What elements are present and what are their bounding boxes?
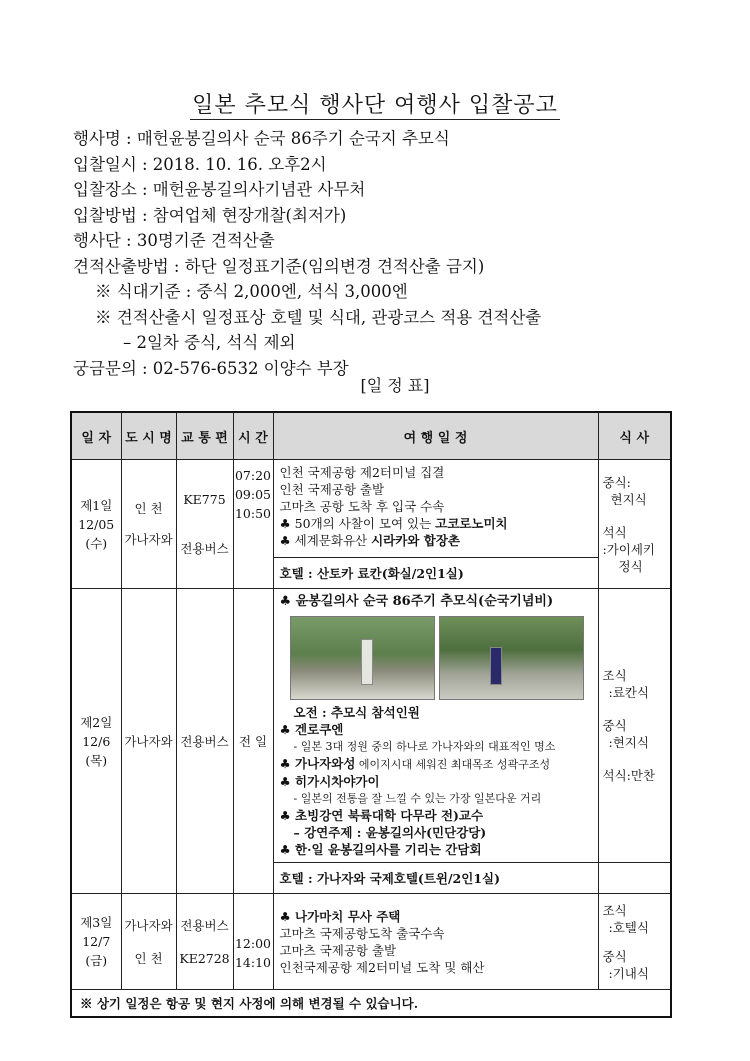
day3-city-cell (121, 894, 176, 990)
itinerary-item: 오전 : 추모식 참석인원 (293, 705, 420, 720)
day1-day-cell (71, 460, 121, 589)
table-row (71, 589, 671, 863)
meal-label: 석식 (602, 525, 627, 540)
meal-label: 조식 (602, 902, 627, 918)
meal-label: 중식 (602, 948, 627, 964)
table-header-row (71, 412, 671, 460)
day3-transport-cell (176, 894, 233, 990)
itinerary-item: 인천국제공항 제2터미널 도착 및 해산 (279, 960, 485, 975)
memorial-photo-2 (439, 616, 584, 700)
day3-city1: 가나자와 (124, 917, 173, 933)
memorial-photo-1 (290, 616, 435, 700)
meal-value: 정식 (618, 559, 643, 574)
itinerary-item: 고마츠 공항 도착 후 입국 수속 (279, 499, 445, 514)
table-row (71, 990, 671, 1018)
meal-value: :호텔식 (608, 919, 649, 935)
itinerary-desc: - 일본의 전통을 잘 느낄 수 있는 가장 일본다운 거리 (293, 792, 542, 805)
item-text: ♣ 세계문화유산 (279, 533, 372, 548)
day1-itinerary (273, 460, 598, 558)
itinerary-desc: - 일본 3대 정원 중의 하나로 가나자와의 대표적인 명소 (293, 740, 556, 753)
day1-time: 07:20 (234, 468, 272, 483)
exclude-note: – 2일차 중식, 석식 제외 (123, 333, 296, 352)
itinerary-item: ♣ 히가시차야가이 (279, 774, 380, 789)
memorial-photos (290, 616, 584, 700)
itinerary-headline: ♣ 윤봉길의사 순국 86주기 추모식(순국기념비) (279, 594, 554, 609)
day1-time: 10:50 (234, 506, 272, 521)
day3-transport1: 전용버스 (180, 917, 229, 933)
meal-label: 중식 (602, 718, 627, 733)
day1-transport-cell (176, 460, 233, 589)
meal-value: :기내식 (608, 965, 649, 981)
itinerary-item: 인천 국제공항 출발 (279, 482, 385, 497)
header-time: 시 간 (233, 412, 273, 460)
day1-city1: 인 천 (134, 501, 163, 516)
day3-itinerary (273, 894, 598, 990)
group-size: 행사단 : 30명기준 견적산출 (73, 231, 275, 250)
day2-date: 12/6 (82, 733, 111, 749)
monument-shape (490, 647, 502, 685)
day3-weekday: (금) (85, 953, 108, 968)
day3-label: 제3일 (80, 915, 113, 930)
day1-hotel: 호텔 : 산토카 료칸(화실/2인1실) (273, 558, 598, 589)
day3-meal-cell (598, 894, 671, 990)
day2-meal-empty (598, 863, 671, 894)
day1-date: 12/05 (78, 516, 115, 532)
day1-weekday: (수) (85, 535, 108, 551)
day3-time: 12:00 (234, 936, 272, 951)
page-title: 일본 추모식 행사단 여행사 입찰공고 (192, 93, 558, 118)
day3-time-cell (233, 894, 273, 990)
meal-standard-note: ※ 식대기준 : 중식 2,000엔, 석식 3,000엔 (95, 282, 408, 301)
day2-itinerary (273, 589, 598, 863)
day2-meal-cell (598, 589, 671, 863)
itinerary-item (280, 515, 592, 532)
day2-weekday: (목) (85, 752, 108, 768)
item-highlight: ♣ 가나자와성 (279, 756, 356, 771)
schedule-table (70, 411, 672, 1018)
meal-label: 조식 (602, 668, 627, 683)
itinerary-item: ♣ 겐로쿠엔 (279, 722, 344, 737)
event-name: 행사명 : 매헌윤봉길의사 순국 86주기 순국지 추모식 (73, 129, 450, 148)
monument-shape (361, 639, 373, 685)
itinerary-item (280, 755, 592, 773)
day2-day-cell (71, 589, 121, 894)
bid-place: 입찰장소 : 매헌윤봉길의사기념관 사무처 (73, 180, 366, 199)
table-row (71, 894, 671, 990)
schedule-label: [일 정 표] (360, 376, 430, 395)
meal-value: :현지식 (608, 735, 649, 750)
itinerary-item: ♣ 나가마치 무사 주택 (279, 909, 401, 924)
estimate-method: 견적산출방법 : 하단 일정표기준(임의변경 견적산출 금지) (73, 256, 485, 276)
meal-value: :가이세키 (602, 542, 656, 557)
day1-city-cell (121, 460, 176, 589)
header-city: 도 시 명 (121, 412, 176, 460)
day1-transport1: KE775 (183, 492, 226, 507)
day1-time-cell (233, 460, 273, 589)
header-day: 일 자 (71, 412, 121, 460)
day1-city2: 가나자와 (124, 532, 173, 547)
itinerary-item: 고마츠 국제공항도착 출국수속 (279, 926, 445, 941)
day2-hotel: 호텔 : 가나자와 국제호텔(트윈/2인1실) (273, 863, 598, 894)
meal-value: :료칸식 (608, 685, 649, 700)
header-transport: 교 통 편 (176, 412, 233, 460)
meal-value: 석식:만찬 (602, 768, 656, 783)
day3-transport2: KE2728 (179, 950, 230, 966)
itinerary-item (280, 532, 592, 549)
itinerary-item: 인천 국제공항 제2터미널 집결 (279, 465, 445, 480)
contact: 궁금문의 : 02-576-6532 이양수 부장 (73, 358, 349, 378)
header-itinerary: 여 행 일 정 (273, 412, 598, 460)
bid-method: 입찰방법 : 참여업체 현장개찰(최저가) (73, 205, 347, 225)
calc-note: ※ 견적산출시 일정표상 호텔 및 식대, 관광코스 적용 견적산출 (95, 307, 542, 327)
footnote: ※ 상기 일정은 항공 및 현지 사정에 의해 변경될 수 있습니다. (71, 990, 671, 1018)
itinerary-item: – 강연주제 : 윤봉길의사(민단강당) (293, 825, 487, 840)
day1-time: 09:05 (234, 487, 272, 502)
notice-info (73, 126, 541, 381)
day2-label: 제2일 (80, 714, 113, 730)
bid-date: 입찰일시 : 2018. 10. 16. 오후2시 (73, 154, 327, 174)
header-meal: 식 사 (598, 412, 671, 460)
meal-value: 현지식 (610, 492, 647, 507)
day3-city2: 인 천 (134, 950, 163, 966)
day2-city-cell: 가나자와 (121, 589, 176, 894)
day1-meal-cell (598, 460, 671, 589)
day3-date: 12/7 (82, 934, 111, 949)
day3-day-cell (71, 894, 121, 990)
itinerary-item: ♣ 초빙강연 북륙대학 다무라 전)교수 (279, 808, 484, 823)
item-text: ♣ 50개의 사찰이 모여 있는 (279, 516, 436, 531)
day1-transport2: 전용버스 (180, 541, 229, 556)
item-highlight: 시라카와 합장촌 (371, 533, 460, 548)
day1-label: 제1일 (80, 497, 113, 513)
itinerary-item: 고마츠 국제공항 출발 (279, 943, 397, 958)
day3-time: 14:10 (234, 955, 272, 970)
itinerary-item: ♣ 한·일 윤봉길의사를 기리는 간담회 (279, 842, 482, 857)
day2-time-cell: 전 일 (233, 589, 273, 894)
table-row (71, 460, 671, 558)
item-highlight: 고코로노미치 (435, 516, 508, 531)
meal-label: 중식: (602, 475, 631, 490)
itinerary-desc: 에이지시대 세워진 최대목조 성곽구조성 (355, 758, 551, 771)
day2-transport-cell: 전용버스 (176, 589, 233, 894)
